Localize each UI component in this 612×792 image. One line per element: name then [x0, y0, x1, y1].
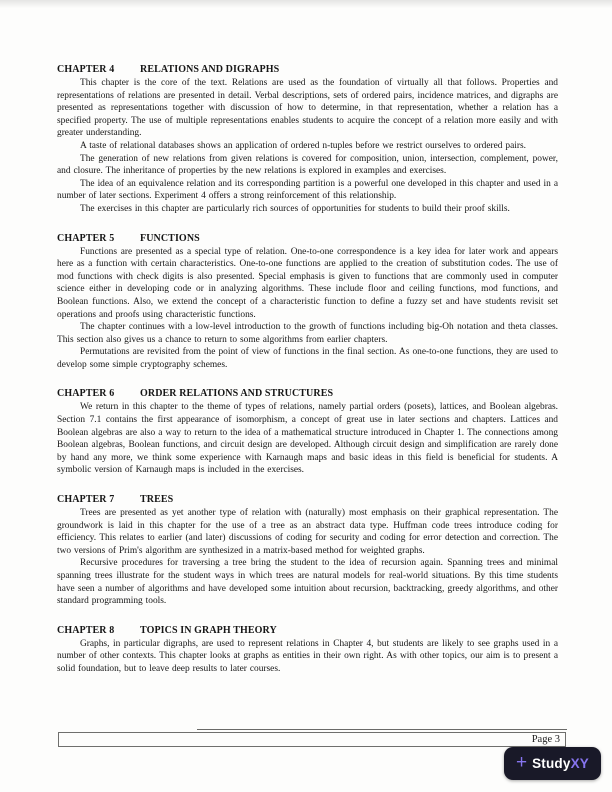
paragraph: Trees are presented as yet another type of relation with (naturally) most emphasis on their graphical representation. The groundwork is laid in this chapter for the use of a tree as an abstract data type. Huffman code trees introduce coding for efficiency. This relates to earlier (and later) discussions of coding for security and coding for error detection and correction. The two versions of Prim's algorithm are synthesized in a matrix-based method for weighted graphs.: [57, 508, 558, 556]
chapter-title: RELATIONS AND DIGRAPHS: [140, 64, 280, 75]
section-chapter-5: [57, 232, 558, 372]
paragraph: We return in this chapter to the theme of types of relations, namely partial orders (posets), lattices, and Boolean algebras. Section 7.1 contains the first appearance of isomorphism, a concept of great use in later sections and chapters. Lattices and Boolean algebras are also a way to return to the idea of a mathematical structure introduced in Chapter 1. The connections among Boolean algebras, Boolean functions, and circuit design are developed. Although circuit design and simplification are rarely done by hand any more, we think some experience with Karnaugh maps and basic ideas in this field is beneficial for students. A symbolic version of Karnaugh maps is included in the exercises.: [57, 402, 558, 476]
paragraph: A taste of relational databases shows an application of ordered n-tuples before we restrict ourselves to ordered pairs.: [80, 140, 526, 151]
chapter-heading: [57, 387, 558, 400]
chapter-title: ORDER RELATIONS AND STRUCTURES: [140, 388, 334, 400]
chapter-title: TREES: [140, 494, 174, 506]
chapter-heading: [57, 63, 558, 76]
paragraph: Recursive procedures for traversing a tree bring the student to the idea of recursion again. Spanning trees and minimal spanning trees illustrate for the student ways in which trees are natural models for real-world situations. By this time students have seen a number of algorithms and have developed some intuition about recursion, backtracking, greedy algorithms, and other standard programming tools.: [57, 558, 558, 607]
brand-name-primary: Study: [532, 756, 571, 771]
footer-box: [58, 732, 566, 747]
page-number: Page 3: [531, 733, 560, 745]
brand-name-secondary: XY: [570, 756, 590, 771]
section-chapter-6: [57, 387, 558, 477]
paragraph: The exercises in this chapter are particularly rich sources of opportunities for students to build their proof skills.: [80, 203, 510, 214]
footer-rule: [197, 729, 567, 730]
paragraph: The chapter continues with a low-level introduction to the growth of functions including big-Oh notation and theta classes. This section also gives us a chance to return to some algorithms from earlier chapters.: [57, 322, 558, 345]
plus-icon: +: [515, 752, 528, 773]
page-body: [57, 63, 558, 676]
section-chapter-8: [57, 624, 558, 676]
chapter-heading: [57, 624, 558, 637]
chapter-number: CHAPTER 5: [57, 232, 115, 244]
paragraph: Graphs, in particular digraphs, are used to represent relations in Chapter 4, but students are likely to see graphs used in a number of other contexts. This chapter looks at graphs as entities in their own right. As with other topics, our aim is to present a solid foundation, but to leave deep results to later courses.: [57, 638, 558, 674]
scan-edge-shading: [0, 0, 612, 8]
chapter-heading: [57, 493, 558, 506]
paragraph: The generation of new relations from given relations is covered for composition, union, intersection, complement, power, and closure. The inheritance of properties by the new relations is explored in examples and exercises.: [57, 153, 558, 177]
chapter-number: CHAPTER 8: [57, 624, 115, 636]
chapter-number: CHAPTER 4: [57, 64, 115, 75]
chapter-title: TOPICS IN GRAPH THEORY: [140, 624, 277, 636]
paragraph: This chapter is the core of the text. Relations are used as the foundation of virtually all that follows. Properties and representations of relations are presented in detail. Verbal descriptions, sets of ordered pairs, incidence matrices, and digraphs are presented as representations together with discussion of how to determine, in that representation, whether a relation has a specified property. The use of multiple representations enables students to acquire the concept of a relation more easily and with greater understanding.: [57, 78, 558, 139]
paragraph: Functions are presented as a special type of relation. One-to-one correspondence is a key idea for later work and appears here as a function with certain characteristics. One-to-one functions are applied to the creation of substitution codes. The use of mod functions with check digits is also presented. Special emphasis is given to functions that are commonly used in computer science either in developing code or in analyzing algorithms. These include floor and ceiling functions, mod functions, and Boolean functions. Also, we extend the concept of a characteristic function to define a fuzzy set and have students revisit set operations and proofs using characteristic functions.: [57, 246, 558, 320]
chapter-heading: [57, 232, 558, 245]
section-chapter-7: [57, 493, 558, 608]
paragraph: The idea of an equivalence relation and its corresponding partition is a powerful one developed in this chapter and used in a number of later sections. Experiment 4 offers a strong reinforcement of this relationship.: [57, 178, 558, 202]
chapter-title: FUNCTIONS: [140, 232, 200, 244]
paragraph: Permutations are revisited from the point of view of functions in the final section. As one-to-one functions, they are used to develop some simple cryptography schemes.: [57, 347, 558, 370]
chapter-number: CHAPTER 6: [57, 388, 115, 400]
chapter-number: CHAPTER 7: [57, 494, 115, 506]
studyxy-watermark-badge: [504, 747, 601, 780]
section-chapter-4: [57, 63, 558, 216]
